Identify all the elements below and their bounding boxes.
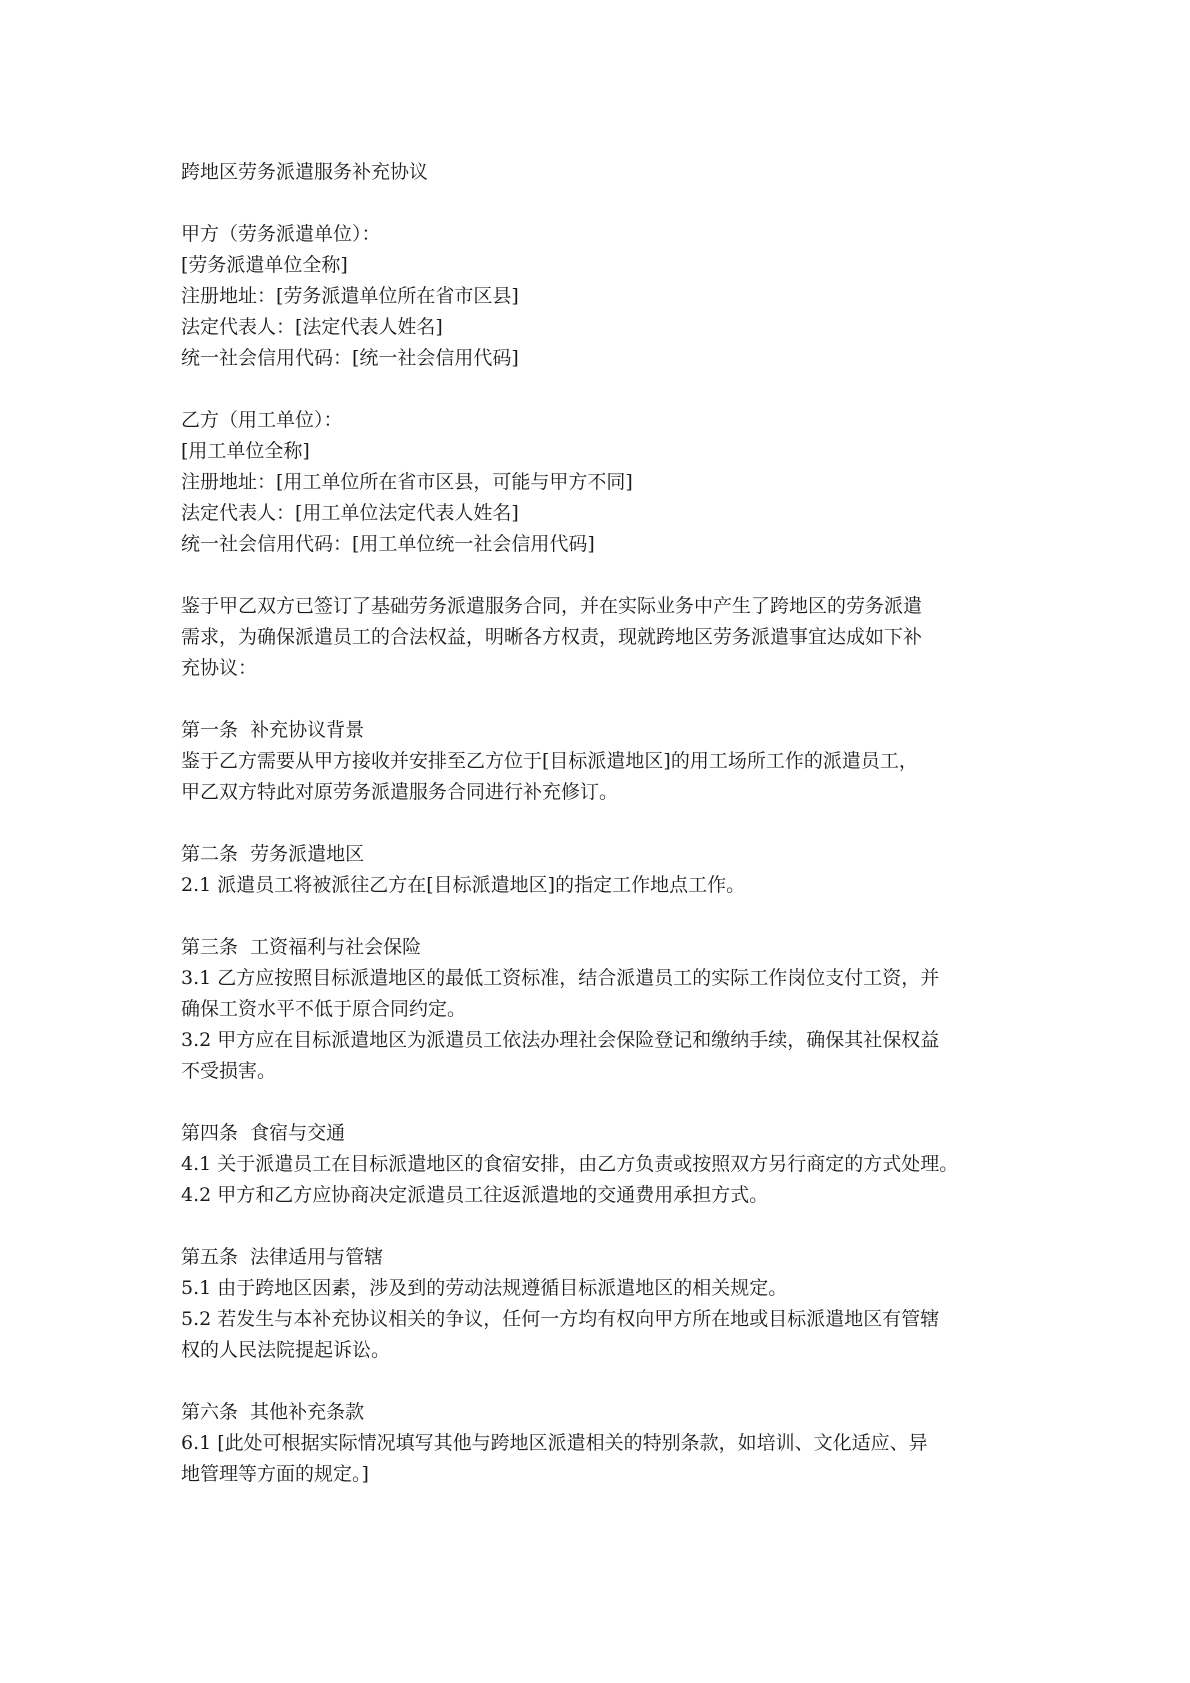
article-2-clause: 2.1 派遣员工将被派往乙方在[目标派遣地区]的指定工作地点工作。	[181, 874, 746, 896]
article-4-clause: 4.1 关于派遣员工在目标派遣地区的食宿安排，由乙方负责或按照双方另行商定的方式处理。	[181, 1153, 959, 1175]
article-6-clause: 6.1 [此处可根据实际情况填写其他与跨地区派遣相关的特别条款，如培训、文化适应、异	[181, 1432, 928, 1454]
article-5-clause: 5.1 由于跨地区因素，涉及到的劳动法规遵循目标派遣地区的相关规定。	[181, 1277, 788, 1299]
party-a-address: 注册地址：[劳务派遣单位所在省市区县]	[181, 285, 519, 307]
party-b-name: [用工单位全称]	[181, 440, 310, 462]
article-3-clause: 确保工资水平不低于原合同约定。	[181, 998, 467, 1020]
document-page	[181, 157, 1041, 1490]
spacer	[181, 808, 1041, 839]
party-a-representative: 法定代表人：[法定代表人姓名]	[181, 316, 443, 338]
article-4-heading: 第四条 食宿与交通	[181, 1122, 346, 1144]
article-3-heading: 第三条 工资福利与社会保险	[181, 936, 422, 958]
article-5-clause: 权的人民法院提起诉讼。	[181, 1339, 391, 1361]
spacer	[181, 901, 1041, 932]
preamble-line: 需求，为确保派遣员工的合法权益，明晰各方权责，现就跨地区劳务派遣事宜达成如下补	[181, 626, 923, 648]
party-a-name: [劳务派遣单位全称]	[181, 254, 348, 276]
spacer	[181, 1211, 1041, 1242]
article-1-text: 鉴于乙方需要从甲方接收并安排至乙方位于[目标派遣地区]的用工场所工作的派遣员工，	[181, 750, 918, 772]
article-3-clause: 3.1 乙方应按照目标派遣地区的最低工资标准，结合派遣员工的实际工作岗位支付工资，并	[181, 967, 940, 989]
preamble-line: 充协议：	[181, 657, 258, 679]
spacer	[181, 374, 1041, 405]
article-5-heading: 第五条 法律适用与管辖	[181, 1246, 384, 1268]
article-1-text: 甲乙双方特此对原劳务派遣服务合同进行补充修订。	[181, 781, 619, 803]
spacer	[181, 1366, 1041, 1397]
party-a-credit-code: 统一社会信用代码：[统一社会信用代码]	[181, 347, 519, 369]
spacer	[181, 188, 1041, 219]
document-title: 跨地区劳务派遣服务补充协议	[181, 161, 429, 183]
party-a-heading: 甲方（劳务派遣单位）：	[181, 223, 381, 245]
article-3-clause: 3.2 甲方应在目标派遣地区为派遣员工依法办理社会保险登记和缴纳手续，确保其社保权益	[181, 1029, 940, 1051]
article-3-clause: 不受损害。	[181, 1060, 277, 1082]
party-b-address: 注册地址：[用工单位所在省市区县，可能与甲方不同]	[181, 471, 633, 493]
article-6-heading: 第六条 其他补充条款	[181, 1401, 365, 1423]
article-6-clause: 地管理等方面的规定。]	[181, 1463, 369, 1485]
article-1-heading: 第一条 补充协议背景	[181, 719, 365, 741]
article-5-clause: 5.2 若发生与本补充协议相关的争议，任何一方均有权向甲方所在地或目标派遣地区有管辖	[181, 1308, 940, 1330]
spacer	[181, 684, 1041, 715]
article-2-heading: 第二条 劳务派遣地区	[181, 843, 365, 865]
party-b-representative: 法定代表人：[用工单位法定代表人姓名]	[181, 502, 519, 524]
spacer	[181, 560, 1041, 591]
party-b-credit-code: 统一社会信用代码：[用工单位统一社会信用代码]	[181, 533, 595, 555]
spacer	[181, 1087, 1041, 1118]
party-b-heading: 乙方（用工单位）：	[181, 409, 343, 431]
preamble-line: 鉴于甲乙双方已签订了基础劳务派遣服务合同，并在实际业务中产生了跨地区的劳务派遣	[181, 595, 923, 617]
article-4-clause: 4.2 甲方和乙方应协商决定派遣员工往返派遣地的交通费用承担方式。	[181, 1184, 769, 1206]
